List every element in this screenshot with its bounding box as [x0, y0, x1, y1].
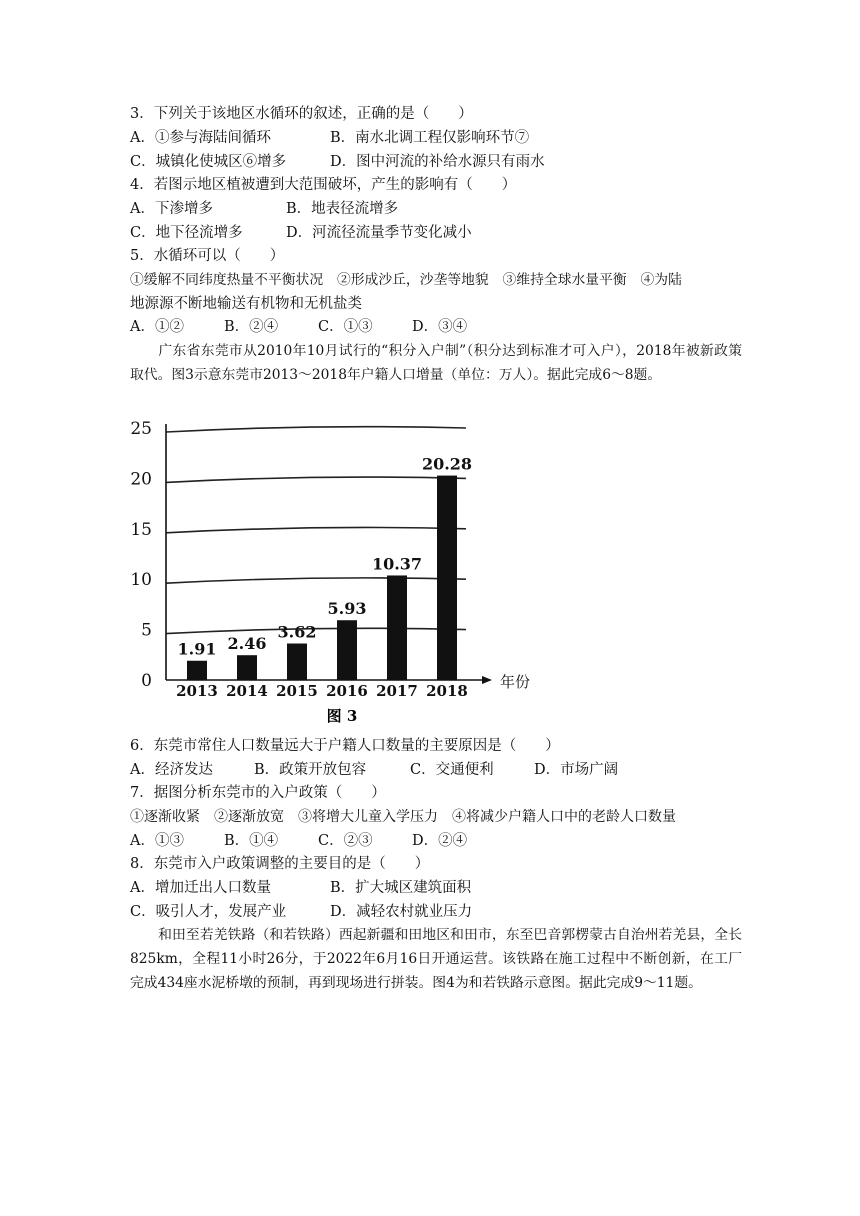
x-axis-arrow	[482, 676, 492, 684]
q8-stem: 8．东莞市入户政策调整的主要目的是（ ）	[130, 856, 430, 872]
x-tick-label: 2018	[426, 682, 468, 700]
q3-option-c: C．城镇化使城区⑥增多	[130, 154, 287, 170]
q7-option-a: A．①③	[130, 833, 184, 849]
q4-option-a: A．下渗增多	[130, 201, 213, 217]
x-tick-label: 2013	[176, 682, 218, 700]
q5-items-line2: 地源源不断地输送有机物和无机盐类	[130, 296, 362, 312]
q7-items: ①逐渐收紧 ②逐渐放宽 ③将增大儿童入学压力 ④将减少户籍人口中的老龄人口数量	[130, 809, 676, 825]
gridline	[166, 527, 466, 532]
q5-items-line1: ①缓解不同纬度热量不平衡状况 ②形成沙丘，沙垄等地貌 ③维持全球水量平衡 ④为陆	[130, 272, 682, 288]
x-tick-label: 2016	[326, 682, 368, 700]
y-tick-label: 20	[130, 469, 152, 490]
q5-option-b: B．②④	[224, 319, 279, 335]
q6-option-a: A．经济发达	[130, 762, 213, 778]
q7-option-d: D．②④	[412, 833, 468, 849]
passage-railway	[130, 923, 742, 995]
chart-caption: 图 3	[326, 707, 358, 725]
q5-stem: 5．水循环可以（ ）	[130, 248, 285, 264]
q4-option-c: C．地下径流增多	[130, 225, 243, 241]
q6-option-c: C．交通便利	[410, 762, 494, 778]
x-tick-label: 2017	[376, 682, 418, 700]
bar	[187, 661, 207, 680]
q3-option-d: D．图中河流的补给水源只有雨水	[330, 154, 545, 170]
y-tick-label: 10	[130, 570, 152, 591]
q4-option-b: B．地表径流增多	[286, 201, 399, 217]
y-tick-label: 15	[130, 519, 152, 540]
q5-option-d: D．③④	[412, 319, 468, 335]
q6-stem: 6．东莞市常住人口数量远大于户籍人口数量的主要原因是（ ）	[130, 738, 560, 754]
gridline	[166, 427, 466, 432]
q6-option-d: D．市场广阔	[534, 762, 619, 778]
q7-option-b: B．①④	[224, 833, 279, 849]
bar	[437, 476, 457, 680]
x-tick-label: 2015	[276, 682, 318, 700]
bar	[337, 620, 357, 680]
bar-value-label: 20.28	[421, 454, 473, 474]
bar	[287, 644, 307, 680]
y-tick-label: 25	[130, 419, 152, 439]
q8-option-a: A．增加迁出人口数量	[130, 880, 271, 896]
q6-option-b: B．政策开放包容	[254, 762, 367, 778]
bar-value-label: 2.46	[227, 634, 267, 654]
gridline	[166, 477, 466, 482]
bar-value-label: 10.37	[371, 554, 423, 574]
q4-stem: 4．若图示地区植被遭到大范围破坏，产生的影响有（ ）	[130, 177, 517, 193]
q3-option-b: B．南水北调工程仅影响环节⑦	[330, 130, 530, 146]
gridline	[166, 578, 466, 583]
bar	[237, 655, 257, 680]
q3-stem: 3．下列关于该地区水循环的叙述，正确的是（ ）	[130, 106, 473, 122]
q4-option-d: D．河流径流量季节变化减小	[286, 225, 472, 241]
y-tick-label: 0	[141, 671, 152, 691]
q5-option-c: C．①③	[318, 319, 373, 335]
q8-option-d: D．减轻农村就业压力	[330, 904, 473, 920]
q8-option-b: B．扩大城区建筑面积	[330, 880, 472, 896]
passage-dongguan-text: 广东省东莞市从2010年10月试行的“积分入户制”（积分达到标准才可入户），2018年被新政策取代。图3示意东莞市2013～2018年户籍人口增量（单位：万人）。据此完成6～8题。	[130, 343, 742, 383]
q5-option-a: A．①②	[130, 319, 184, 335]
q8-option-c: C．吸引人才，发展产业	[130, 904, 287, 920]
x-axis-label: 年份	[500, 673, 531, 691]
q7-option-c: C．②③	[318, 833, 373, 849]
x-tick-label: 2014	[226, 682, 268, 700]
bar	[387, 575, 407, 680]
bar-value-label: 3.62	[277, 622, 317, 642]
bar-value-label: 1.91	[177, 639, 217, 659]
bar-value-label: 5.93	[327, 599, 367, 619]
passage-dongguan	[130, 339, 742, 387]
y-tick-label: 5	[141, 620, 152, 641]
figure-3-bar-chart	[130, 414, 550, 732]
passage-railway-text: 和田至若羌铁路（和若铁路）西起新疆和田地区和田市，东至巴音郭楞蒙古自治州若羌县，全长825km，全程11小时26分，于2022年6月16日开通运营。该铁路在施工过程中不断创新，在工厂完成434座水泥桥墩的预制，再到现场进行拼装。图4为和若铁路示意图。据此完成9～11题。	[130, 927, 742, 991]
q7-stem: 7．据图分析东莞市的入户政策（ ）	[130, 785, 386, 801]
q3-option-a: A．①参与海陆间循环	[130, 130, 271, 146]
